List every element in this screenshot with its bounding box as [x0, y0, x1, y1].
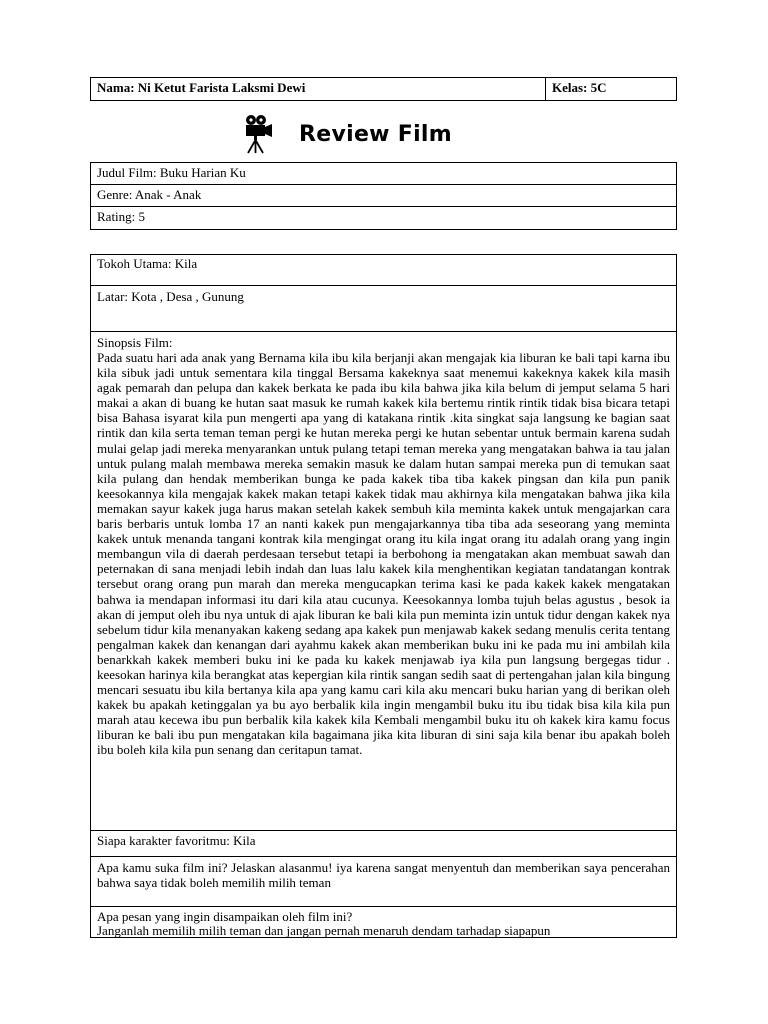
synopsis-label: Sinopsis Film: — [97, 335, 173, 350]
setting: Latar: Kota , Desa , Gunung — [91, 286, 676, 332]
film-title: Judul Film: Buku Harian Ku — [91, 163, 676, 185]
review-table — [90, 254, 677, 938]
like-film-section — [91, 857, 676, 907]
main-character: Tokoh Utama: Kila — [91, 255, 676, 286]
synopsis-section — [91, 332, 676, 831]
film-rating: Rating: 5 — [97, 209, 146, 224]
like-film-text: Apa kamu suka film ini? Jelaskan alasanmu! iya karena sangat menyentuh dan memberikan saya pencerahan bahwa saya tidak boleh memilih milih teman — [97, 860, 670, 890]
title-row — [243, 112, 543, 156]
film-message-text: Janganlah memilih milih teman dan jangan pernah menaruh dendam tarhadap siapapun — [97, 923, 551, 938]
student-class: Kelas: 5C — [552, 80, 607, 95]
synopsis-text: Pada suatu hari ada anak yang Bernama kila ibu kila berjanji akan mengajak kia liburan ke bali tapi karna ibu kila sibuk jadi untuk sementara kila tinggal Bersama kakeknya saat menemui kakeknya kakek kila masih agak pemarah dan pelupa dan kakek berkata ke pada ibu kila bahwa jika kila belum di jemput selama 5 hari makai a akan di buang ke hutan saat masuk ke rumah kakek kila bertemu rintik rintik tidak bisa bicara tetapi bisa Bahasa isyarat kila pun mengerti apa yang di katakana rintik .kita singkat saja langsung ke bagian saat rintik dan kila serta teman teman pergi ke hutan mereka pergi ke hutan sebentar untuk bermain karena sudah mulai gelap jadi mereka menyarankan untuk pulang tetapi teman mereka yang mengatakan bahwa ia tau jalan untuk pulang malah membawa mereka semakin masuk ke dalam hutan sampai mereka pun di temukan saat kila pulang dan hendak memberikan bunga ke pada kakek tiba tiba kakek pingsan dan kila pun panik keesokannya kila mengajak kakek makan tetapi kakek tidak mau akhirnya kila mengatakan bahwa jika kila memakan sayur kakek juga harus makan setelah kakek sembuh kila meminta kakek untuk mengajarkan cara baris berbaris untuk lomba 17 an nanti kakek pun mengajarkannya tiba tiba ada seseorang yang meminta kakek untuk menanda tangani kontrak kila mengingat orang itu kila ingat orang itu adalah orang yang ingin membangun vila di daerah perdesaan tersebut tetapi ia berbohong ia mengatakan akan membuat sawah dan peternakan di sana menjadi lebih indah dan luas lalu kakek kila menghentikan kegiatan tandatangan kontrak tersebut orang orang pun marah dan mereka mengucapkan terima kasi ke pada kakek kakek mengatakan bahwa ia mendapan informasi itu dari kila atau cucunya. Keesokannya lomba tujuh belas agustus , besok ia akan di jemput oleh ibu nya untuk di ajak liburan ke bali kila pun meminta izin untuk tidur dengan kakek nya sebelum tidur kila menanyakan kakeng sedang apa kakek pun menjawab kakek sedang menulis cerita tentang pengalman kakek dan kenangan dari ayahmu kakek akan memberikan buku ini ke pada mu ini ambilah kila benarkkah kakek memberi buku ini ke pada ku kakek menjawab iya kila pun langsung bergegas tidur . keesokan harinya kila berangkat atas kepergian kila rintik sangan sedih saat di pertengahan jalan kila bingung mencari sesuatu ibu kila bertanya kila apa yang kamu cari kila aku mencari buku harian yang di berikan oleh kakek bu apakah ketinggalan ya bu ayo berbalik kila ingin mengambil buku itu ibu tidak bisa kila kila pun marah atau kecewa ibu pun berbalik kila kakek kila Kembali mengambil buku itu oh kakek kira kamu focus liburan ke bali ibu pun mengatakan kila bagaimana jika kita liburan di sini saja kila benar ibu apakah boleh ibu boleh kila kila pun senang dan ceritapun tamat. — [97, 350, 670, 758]
film-info-table — [90, 162, 677, 230]
film-genre: Genre: Anak - Anak — [91, 185, 676, 207]
film-message-section — [91, 907, 676, 937]
movie-camera-icon — [243, 114, 273, 154]
film-message-label: Apa pesan yang ingin disampaikan oleh film ini? — [97, 909, 353, 924]
favorite-character: Siapa karakter favoritmu: Kila — [91, 831, 676, 857]
page-title: Review Film — [299, 122, 452, 147]
student-name: Nama: Ni Ketut Farista Laksmi Dewi — [91, 78, 546, 100]
student-header-table — [90, 77, 677, 101]
